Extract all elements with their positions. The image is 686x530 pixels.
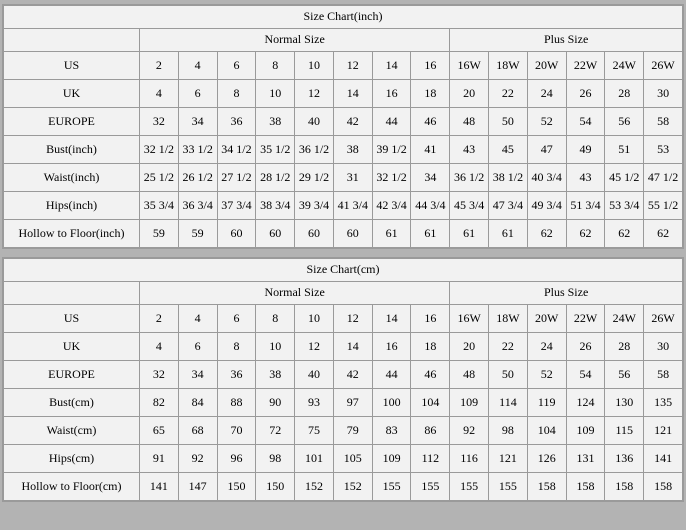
cell: 61 (411, 220, 450, 248)
cell: 97 (333, 389, 372, 417)
cell: 26W (644, 52, 683, 80)
cell: 32 (140, 108, 179, 136)
cell: 53 3/4 (605, 192, 644, 220)
cell: 16W (450, 305, 489, 333)
cell: 41 3/4 (333, 192, 372, 220)
cell: 53 (644, 136, 683, 164)
cell: 14 (333, 333, 372, 361)
cell: 8 (256, 52, 295, 80)
cell: 45 3/4 (450, 192, 489, 220)
cell: 155 (411, 473, 450, 501)
cell: 88 (217, 389, 256, 417)
cell: 40 (295, 108, 334, 136)
row-label: Bust(cm) (4, 389, 140, 417)
cell: 26 (566, 333, 605, 361)
cell: 62 (566, 220, 605, 248)
cell: 86 (411, 417, 450, 445)
cell: 59 (178, 220, 217, 248)
cell: 93 (295, 389, 334, 417)
cell: 26 1/2 (178, 164, 217, 192)
cell: 43 (566, 164, 605, 192)
cell: 61 (450, 220, 489, 248)
cell: 32 1/2 (372, 164, 411, 192)
cell: 26W (644, 305, 683, 333)
cell: 10 (256, 80, 295, 108)
row-label: US (4, 305, 140, 333)
cell: 48 (450, 108, 489, 136)
cell: 100 (372, 389, 411, 417)
cell: 45 1/2 (605, 164, 644, 192)
cell: 30 (644, 80, 683, 108)
cell: 158 (644, 473, 683, 501)
cell: 96 (217, 445, 256, 473)
row-label: UK (4, 80, 140, 108)
cell: 150 (256, 473, 295, 501)
cell: 60 (295, 220, 334, 248)
cell: 84 (178, 389, 217, 417)
cell: 12 (295, 80, 334, 108)
cell: 6 (178, 80, 217, 108)
cell: 131 (566, 445, 605, 473)
row-label: Hips(inch) (4, 192, 140, 220)
cell: 54 (566, 108, 605, 136)
cell: 24 (527, 333, 566, 361)
cell: 36 3/4 (178, 192, 217, 220)
table-row (4, 361, 683, 389)
cell: 29 1/2 (295, 164, 334, 192)
cell: 4 (140, 80, 179, 108)
cell: 38 (256, 361, 295, 389)
cell: 45 (489, 136, 528, 164)
cell: 92 (178, 445, 217, 473)
cell: 70 (217, 417, 256, 445)
cell: 155 (489, 473, 528, 501)
cell: 42 3/4 (372, 192, 411, 220)
cell: 39 3/4 (295, 192, 334, 220)
cell: 12 (333, 305, 372, 333)
cell: 4 (140, 333, 179, 361)
cell: 119 (527, 389, 566, 417)
cell: 150 (217, 473, 256, 501)
cell: 51 3/4 (566, 192, 605, 220)
row-label: UK (4, 333, 140, 361)
cell: 12 (333, 52, 372, 80)
cell: 109 (450, 389, 489, 417)
cell: 31 (333, 164, 372, 192)
cell: 51 (605, 136, 644, 164)
cell: 152 (295, 473, 334, 501)
table-row (4, 136, 683, 164)
cell: 155 (450, 473, 489, 501)
cell: 141 (140, 473, 179, 501)
cell: 32 1/2 (140, 136, 179, 164)
table-row (4, 417, 683, 445)
cell: 36 1/2 (450, 164, 489, 192)
cell: 8 (217, 80, 256, 108)
cell: 44 (372, 361, 411, 389)
cell: 36 (217, 361, 256, 389)
cell: 104 (411, 389, 450, 417)
cell: 8 (256, 305, 295, 333)
cell: 18 (411, 80, 450, 108)
cell: 18 (411, 333, 450, 361)
cell: 36 1/2 (295, 136, 334, 164)
row-label: US (4, 52, 140, 80)
cell: 55 1/2 (644, 192, 683, 220)
cell: 56 (605, 108, 644, 136)
cell: 109 (566, 417, 605, 445)
cell: 44 3/4 (411, 192, 450, 220)
group-header-normal: Normal Size (140, 282, 450, 305)
cell: 104 (527, 417, 566, 445)
cell: 124 (566, 389, 605, 417)
row-label: Hips(cm) (4, 445, 140, 473)
cell: 16 (411, 52, 450, 80)
cell: 26 (566, 80, 605, 108)
cell: 42 (333, 108, 372, 136)
size-chart-cm-table (3, 258, 683, 501)
cell: 101 (295, 445, 334, 473)
cell: 98 (256, 445, 295, 473)
cell: 82 (140, 389, 179, 417)
cell: 158 (566, 473, 605, 501)
cell: 40 3/4 (527, 164, 566, 192)
cell: 158 (605, 473, 644, 501)
cell: 62 (644, 220, 683, 248)
cell: 60 (217, 220, 256, 248)
cell: 47 1/2 (644, 164, 683, 192)
cell: 91 (140, 445, 179, 473)
cell: 30 (644, 333, 683, 361)
cell: 52 (527, 108, 566, 136)
cell: 98 (489, 417, 528, 445)
table-row (4, 192, 683, 220)
cell: 43 (450, 136, 489, 164)
cell: 14 (372, 305, 411, 333)
cell: 54 (566, 361, 605, 389)
cell: 22 (489, 80, 528, 108)
cell: 62 (605, 220, 644, 248)
group-header-plus: Plus Size (450, 282, 683, 305)
cell: 58 (644, 108, 683, 136)
cell: 152 (333, 473, 372, 501)
cell: 35 1/2 (256, 136, 295, 164)
cell: 6 (217, 305, 256, 333)
cell: 61 (489, 220, 528, 248)
cell: 2 (140, 52, 179, 80)
cell: 20 (450, 80, 489, 108)
table-row (4, 445, 683, 473)
cell: 60 (333, 220, 372, 248)
table-group-row (4, 282, 683, 305)
cell: 16 (372, 333, 411, 361)
table-row (4, 220, 683, 248)
cell: 92 (450, 417, 489, 445)
cell: 14 (372, 52, 411, 80)
group-header-plus: Plus Size (450, 29, 683, 52)
chart-title: Size Chart(cm) (4, 259, 683, 282)
cell: 22W (566, 52, 605, 80)
table-title-row (4, 6, 683, 29)
cell: 62 (527, 220, 566, 248)
cell: 126 (527, 445, 566, 473)
row-label: EUROPE (4, 361, 140, 389)
cell: 135 (644, 389, 683, 417)
cell: 50 (489, 108, 528, 136)
size-chart-inch-table (3, 5, 683, 248)
cell: 56 (605, 361, 644, 389)
cell: 18W (489, 52, 528, 80)
cell: 105 (333, 445, 372, 473)
cell: 20 (450, 333, 489, 361)
table-row (4, 333, 683, 361)
cell: 61 (372, 220, 411, 248)
group-header-normal: Normal Size (140, 29, 450, 52)
cell: 158 (527, 473, 566, 501)
table-row (4, 164, 683, 192)
chart-title: Size Chart(inch) (4, 6, 683, 29)
cell: 52 (527, 361, 566, 389)
cell: 16 (411, 305, 450, 333)
cell: 49 (566, 136, 605, 164)
cell: 12 (295, 333, 334, 361)
cell: 121 (489, 445, 528, 473)
cell: 33 1/2 (178, 136, 217, 164)
cell: 10 (295, 52, 334, 80)
cell: 41 (411, 136, 450, 164)
cell: 147 (178, 473, 217, 501)
row-label: EUROPE (4, 108, 140, 136)
cell: 27 1/2 (217, 164, 256, 192)
cell: 60 (256, 220, 295, 248)
cell: 40 (295, 361, 334, 389)
cell: 28 (605, 333, 644, 361)
cell: 141 (644, 445, 683, 473)
cell: 8 (217, 333, 256, 361)
cell: 121 (644, 417, 683, 445)
cell: 109 (372, 445, 411, 473)
cell: 49 3/4 (527, 192, 566, 220)
cell: 39 1/2 (372, 136, 411, 164)
cell: 90 (256, 389, 295, 417)
cell: 16W (450, 52, 489, 80)
cell: 22 (489, 333, 528, 361)
cell: 50 (489, 361, 528, 389)
cell: 6 (217, 52, 256, 80)
cell: 28 1/2 (256, 164, 295, 192)
cell: 16 (372, 80, 411, 108)
cell: 37 3/4 (217, 192, 256, 220)
cell: 20W (527, 305, 566, 333)
row-label: Bust(inch) (4, 136, 140, 164)
cell: 34 (178, 108, 217, 136)
cell: 136 (605, 445, 644, 473)
table-row (4, 473, 683, 501)
cell: 24 (527, 80, 566, 108)
cell: 2 (140, 305, 179, 333)
cell: 38 3/4 (256, 192, 295, 220)
cell: 34 1/2 (217, 136, 256, 164)
cell: 32 (140, 361, 179, 389)
cell: 18W (489, 305, 528, 333)
cell: 112 (411, 445, 450, 473)
cell: 6 (178, 333, 217, 361)
cell: 46 (411, 108, 450, 136)
cell: 48 (450, 361, 489, 389)
cell: 115 (605, 417, 644, 445)
cell: 10 (295, 305, 334, 333)
row-label: Waist(cm) (4, 417, 140, 445)
cell: 14 (333, 80, 372, 108)
cell: 47 3/4 (489, 192, 528, 220)
table-row (4, 80, 683, 108)
row-label: Hollow to Floor(cm) (4, 473, 140, 501)
cell: 25 1/2 (140, 164, 179, 192)
cell: 24W (605, 305, 644, 333)
cell: 34 (178, 361, 217, 389)
cell: 24W (605, 52, 644, 80)
cell: 72 (256, 417, 295, 445)
cell: 36 (217, 108, 256, 136)
cell: 83 (372, 417, 411, 445)
cell: 35 3/4 (140, 192, 179, 220)
corner-cell (4, 29, 140, 52)
cell: 58 (644, 361, 683, 389)
table-row (4, 52, 683, 80)
size-chart-cm (2, 257, 684, 502)
table-row (4, 305, 683, 333)
table-row (4, 389, 683, 417)
cell: 4 (178, 305, 217, 333)
cell: 65 (140, 417, 179, 445)
cell: 22W (566, 305, 605, 333)
cell: 116 (450, 445, 489, 473)
cell: 10 (256, 333, 295, 361)
row-label: Waist(inch) (4, 164, 140, 192)
row-label: Hollow to Floor(inch) (4, 220, 140, 248)
cell: 44 (372, 108, 411, 136)
cell: 79 (333, 417, 372, 445)
cell: 46 (411, 361, 450, 389)
cell: 34 (411, 164, 450, 192)
cell: 38 (256, 108, 295, 136)
cell: 75 (295, 417, 334, 445)
cell: 155 (372, 473, 411, 501)
corner-cell (4, 282, 140, 305)
cell: 42 (333, 361, 372, 389)
cell: 130 (605, 389, 644, 417)
cell: 4 (178, 52, 217, 80)
cell: 68 (178, 417, 217, 445)
cell: 114 (489, 389, 528, 417)
size-chart-inch (2, 4, 684, 249)
cell: 20W (527, 52, 566, 80)
cell: 59 (140, 220, 179, 248)
table-group-row (4, 29, 683, 52)
table-row (4, 108, 683, 136)
cell: 28 (605, 80, 644, 108)
table-title-row (4, 259, 683, 282)
cell: 38 (333, 136, 372, 164)
cell: 38 1/2 (489, 164, 528, 192)
cell: 47 (527, 136, 566, 164)
